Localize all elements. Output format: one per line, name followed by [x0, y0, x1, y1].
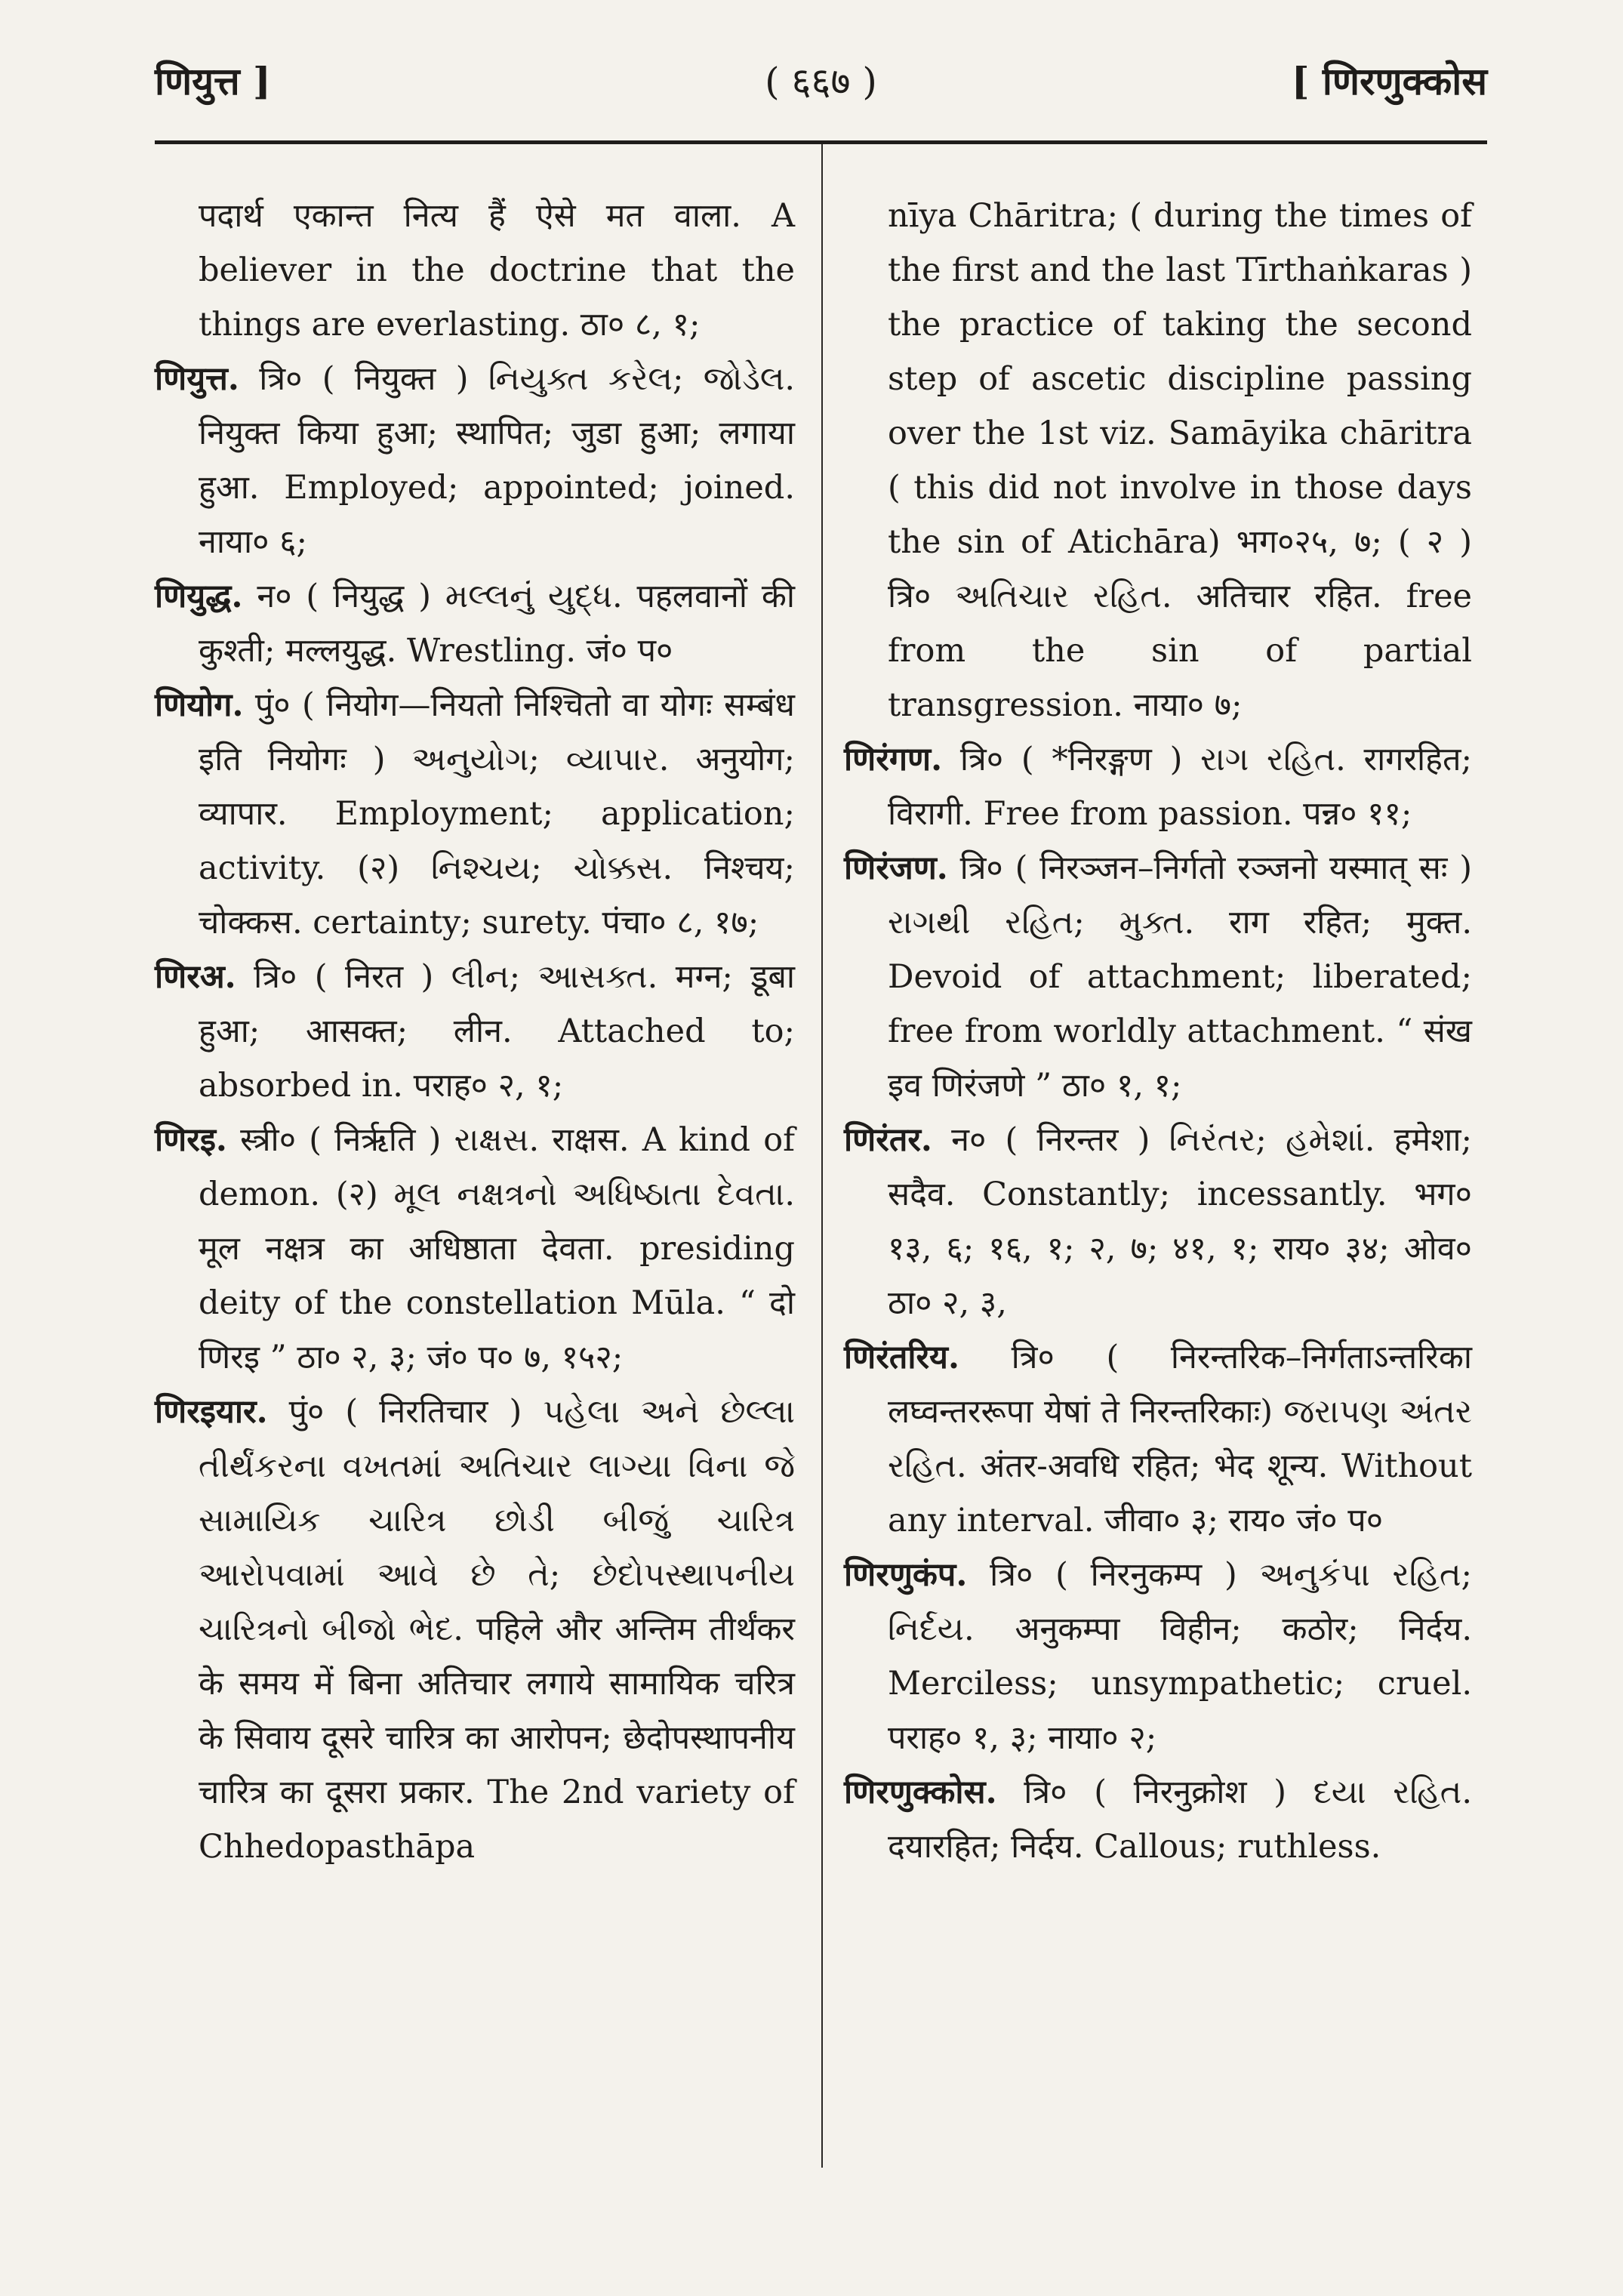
dictionary-entry	[844, 732, 1472, 841]
entry-headword: णियुत्त.	[155, 360, 239, 398]
entry-definition: न० ( निरन्तर ) નિરંતર; હમેશાં. हमेशा; सदैव. Constantly; incessantly. भग० १३, ६; १६, १; २, ७; ४१, १; राय० ३४; ओव० ठा० २, ३,	[888, 1121, 1472, 1322]
dictionary-entry	[844, 1765, 1472, 1874]
dictionary-entry	[155, 569, 795, 678]
entry-headword: णिरंगण.	[844, 741, 943, 778]
entry-definition: त्रि० ( निरन्तरिक–निर्गताऽन्तरिका लघ्वन्तररूपा येषां ते निरन्तरिकाः) જરાપણ અંતર રહિત. अंतर-अवधि रहित; भेद शून्य. Without any interval. जीवा० ३; राय० जं० प०	[888, 1339, 1473, 1539]
dictionary-entry	[155, 678, 795, 950]
entry-headword: णियोग.	[155, 686, 244, 724]
dictionary-entry	[155, 1385, 795, 1874]
entry-headword: णिरणुकंप.	[844, 1556, 968, 1594]
dictionary-entry	[844, 841, 1472, 1113]
entry-definition: स्त्री० ( निर्ऋति ) રાક્ષસ. राक्षस. A kind of demon. (२) મૂલ નક્ષત્રનો અધિષ્ઠાતા દેવતા. मूल नक्षत्र का अधिष्ठाता देवता. presiding deity of the constellation Mūla. “ दो णिरइ ” ठा० २, ३; जं० प० ७, १५२;	[199, 1121, 795, 1376]
entry-definition: त्रि० ( निरत ) લીન; આસક્ત. मग्न; डूबा हुआ; आसक्त; लीन. Attached to; absorbed in. पराह० २, १;	[199, 958, 796, 1105]
entry-headword: णिरणुक्कोस.	[844, 1774, 997, 1811]
entry-headword: णिरअ.	[155, 958, 236, 996]
dictionary-entry: पदार्थ एकान्त नित्य हैं ऐसे मत वाला. A believer in the doctrine that the things are everlasting. ठा० ८, १;	[199, 197, 795, 344]
entry-headword: णिरंतरिय.	[844, 1339, 959, 1376]
entry-definition: त्रि० ( निरनुकम्प ) અનુકંપા રહિત; નિર્દય. अनुकम्पा विहीन; कठोर; निर्दय. Merciless; unsympathetic; cruel. पराह० १, ३; नाया० २;	[888, 1556, 1473, 1757]
column-divider	[821, 144, 823, 2168]
entry-definition: पुं० ( नियोग—नियतो निश्चितो वा योगः सम्बंध इति नियोगः ) અનુયોગ; વ્યાપાર. अनुयोग; व्यापार. Employment; application; activity. (२) નિશ્ચય; ચોક્કસ. निश्चय; चोक्कस. certainty; surety. पंचा० ८, १७;	[199, 686, 796, 942]
entry-definition: त्रि० ( निरञ्जन–निर्गतो रञ्जनो यस्मात् सः ) રાગથી રહિત; મુક્ત. राग रहित; मुक्त. Devoid of attachment; liberated; free from worldly attachment. “ संख इव णिरंजणे ” ठा० १, १;	[888, 849, 1472, 1105]
right-column	[844, 189, 1472, 1874]
header-left-guideword: णियुत्त ]	[155, 59, 271, 103]
entry-definition: त्रि० ( *निरङ्गण ) રાગ રહિત. रागरहित; विरागी. Free from passion. पन्न० ११;	[888, 741, 1472, 833]
dictionary-entry	[155, 950, 795, 1113]
dictionary-entry	[844, 1330, 1472, 1548]
entry-definition: त्रि० ( नियुक्त ) નિયુક્ત કરેલ; જોડેલ. नियुक्त किया हुआ; स्थापित; जुडा हुआ; लगाया हुआ. Employed; appointed; joined. नाया० ६;	[199, 360, 795, 561]
entry-headword: णिरंजण.	[844, 849, 948, 887]
entry-headword: णिरइयार.	[155, 1393, 268, 1431]
dictionary-entry	[844, 1113, 1472, 1330]
dictionary-entry	[155, 1113, 795, 1385]
entry-headword: णियुद्ध.	[155, 578, 243, 615]
dictionary-entry	[844, 1548, 1472, 1765]
dictionary-entry: nīya Chāritra; ( during the times of the first and the last Tīrthaṅkaras ) the practice of taking the second step of ascetic discipline passing over the 1st viz. Samāyika chāritra ( this did not involve in those days the sin of Atichāra) भग०२५, ७; ( २ ) त्रि० અતિચાર રહિત. अतिचार रहित. free from the sin of partial transgression. नाया० ७;	[888, 197, 1472, 724]
dictionary-entry	[155, 352, 795, 569]
page-header	[155, 45, 1487, 128]
entry-definition: न० ( नियुद्ध ) મલ્લનું યુદ્ધ. पहलवानों की कुश्ती; मल्लयुद्ध. Wrestling. जं० प०	[199, 578, 796, 670]
entry-headword: णिरइ.	[155, 1121, 227, 1159]
entry-headword: णिरंतर.	[844, 1121, 932, 1159]
entry-definition: पुं० ( निरतिचार ) પહેલા અને છેલ્લા તીર્થંકરના વખતમાં અતિચાર લાગ્યા વિના જે સામાયિક ચારિત્ર છોડી બીજું ચારિત્ર આરોપવામાં આવે છે તે; છેદોપસ્થાપનીય ચારિત્રનો બીજો ભેદ. पहिले और अन्तिम तीर्थंकर के समय में बिना अतिचार लगाये सामायिक चरित्र के सिवाय दूसरे चारित्र का आरोपन; छेदोपस्थापनीय चारित्र का दूसरा प्रकार. The 2nd variety of Chhedopasthāpa	[199, 1393, 795, 1866]
header-right-guideword: [ णिरणुक्कोस	[1291, 59, 1487, 103]
left-column	[155, 189, 795, 1874]
entry-definition: त्रि० ( निरनुक्रोश ) દયા રહિત. दयारहित; निर्दय. Callous; ruthless.	[888, 1774, 1472, 1866]
page-number: ( ६६७ )	[765, 60, 877, 103]
